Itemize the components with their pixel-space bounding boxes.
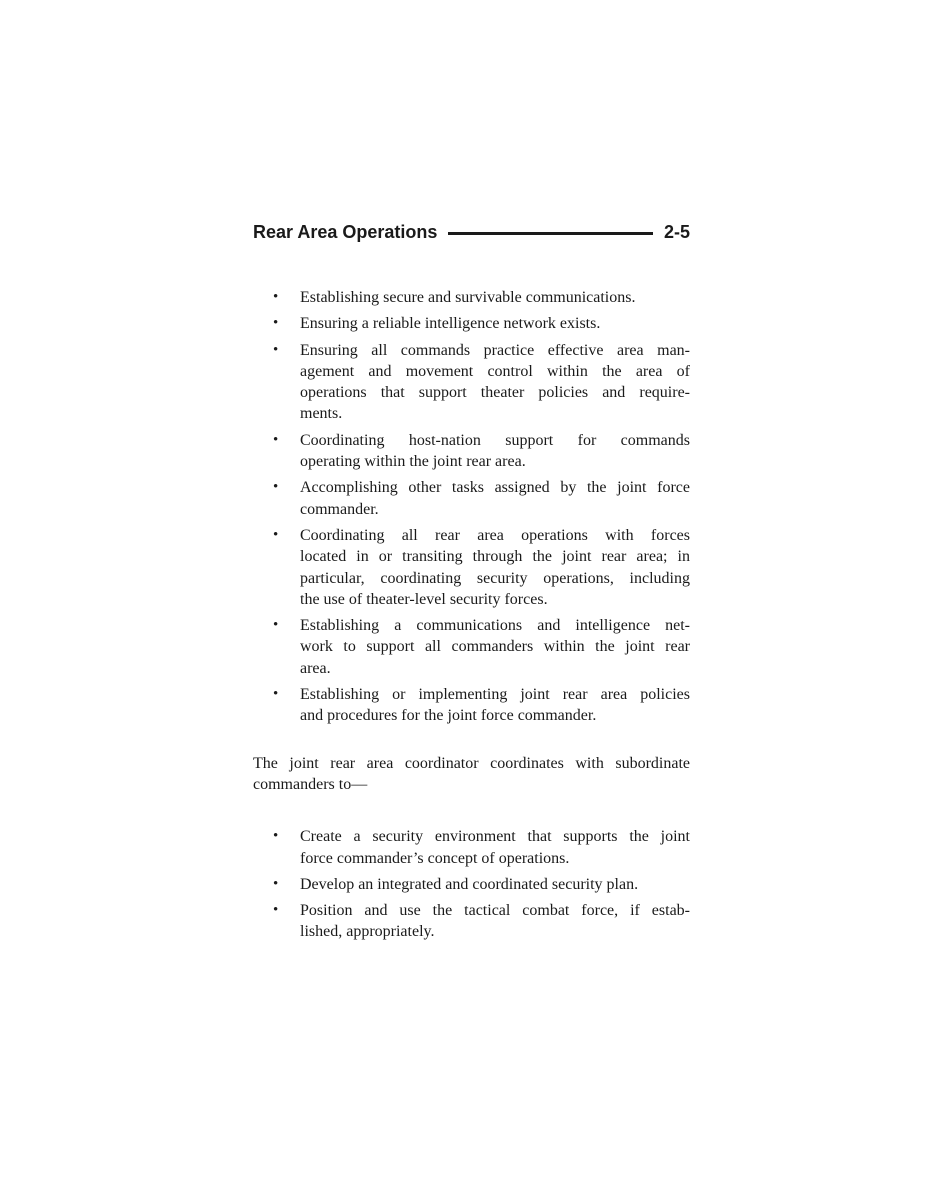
text-line: operations that support theater policies and require- — [300, 384, 690, 402]
list-item-text — [300, 684, 690, 727]
bullet-list — [253, 826, 690, 942]
header-rule — [448, 232, 653, 235]
text-line: Coordinating host-nation support for commands — [300, 431, 690, 449]
bullet-icon: • — [273, 341, 279, 358]
page-header — [253, 222, 690, 243]
bullet-icon: • — [273, 526, 279, 543]
text-line: Ensuring all commands practice effective area man- — [300, 341, 690, 359]
text-line: Accomplishing other tasks assigned by the joint force — [300, 479, 690, 497]
text-line: the use of theater-level security forces. — [300, 590, 548, 608]
list-item-text — [300, 874, 690, 895]
bullet-icon: • — [273, 289, 279, 305]
bullet-icon: • — [273, 902, 279, 919]
list-item — [253, 684, 690, 727]
text-line: Develop an integrated and coordinated security plan. — [300, 875, 639, 893]
text-line: ments. — [300, 405, 343, 423]
text-line: Establishing a communications and intelligence net- — [300, 617, 690, 635]
content-column — [253, 222, 690, 943]
text-line: Position and use the tactical combat force, if estab- — [300, 902, 690, 920]
list-item — [253, 525, 690, 610]
text-line: Create a security environment that supports the joint — [300, 828, 690, 846]
bullet-list — [253, 287, 690, 727]
bullet-icon: • — [273, 686, 279, 703]
list-item — [253, 615, 690, 679]
list-item — [253, 340, 690, 425]
text-line: Establishing secure and survivable communications. — [300, 289, 636, 306]
text-line: The joint rear area coordinator coordinates with subordinate — [253, 754, 690, 772]
text-line: agement and movement control within the area of — [300, 362, 690, 380]
text-line: Coordinating all rear area operations with forces — [300, 526, 690, 544]
text-line: Ensuring a reliable intelligence network exists. — [300, 315, 601, 333]
list-item-text — [300, 900, 690, 943]
bullet-icon: • — [273, 828, 279, 845]
bullet-icon: • — [273, 617, 279, 634]
text-line: particular, coordinating security operations, including — [300, 569, 690, 587]
list-item-text — [300, 826, 690, 869]
list-item — [253, 430, 690, 473]
text-line: work to support all commanders within the joint rear — [300, 638, 690, 656]
text-line: commanders to— — [253, 775, 368, 793]
paragraph — [253, 753, 690, 796]
bullet-icon: • — [273, 315, 279, 332]
text-line: area. — [300, 659, 331, 677]
list-item-text — [300, 340, 690, 425]
list-item-text — [300, 615, 690, 679]
page-number: 2-5 — [663, 222, 690, 242]
list-item — [253, 287, 690, 308]
text-line: Establishing or implementing joint rear area policies — [300, 686, 690, 704]
bullet-icon: • — [273, 479, 279, 496]
text-line: and procedures for the joint force commander. — [300, 707, 597, 725]
text-line: operating within the joint rear area. — [300, 453, 526, 471]
text-line: located in or transiting through the joint rear area; in — [300, 548, 690, 566]
bullet-icon: • — [273, 875, 279, 892]
list-item-text — [300, 525, 690, 610]
list-item-text — [300, 477, 690, 520]
list-item — [253, 826, 690, 869]
text-line: commander. — [300, 500, 379, 518]
list-item — [253, 477, 690, 520]
bullet-icon: • — [273, 431, 279, 448]
text-line: force commander’s concept of operations. — [300, 849, 570, 867]
list-item-text — [300, 313, 690, 334]
list-item — [253, 874, 690, 895]
list-item-text — [300, 430, 690, 473]
section-title: Rear Area Operations — [253, 222, 438, 242]
list-item-text — [300, 287, 690, 308]
page-content — [253, 287, 690, 943]
list-item — [253, 900, 690, 943]
text-line: lished, appropriately. — [300, 923, 435, 941]
list-item — [253, 313, 690, 334]
